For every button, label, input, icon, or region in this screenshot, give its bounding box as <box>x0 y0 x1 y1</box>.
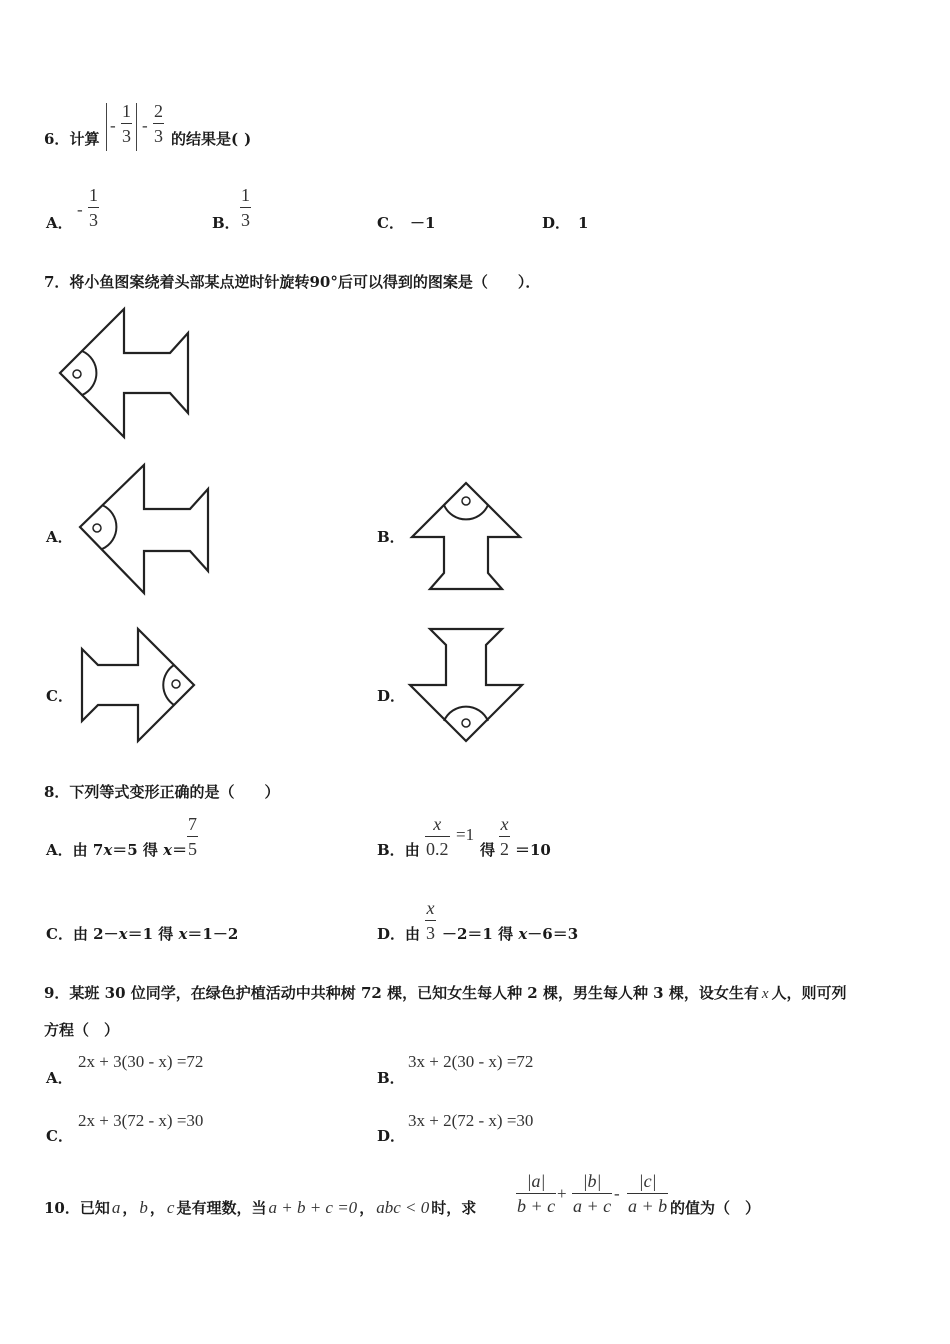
q10-fraction-1: |a| b + c <box>517 1171 556 1216</box>
q7-option-b-label[interactable]: B． <box>377 528 405 546</box>
q10-fraction-2: |b| a + c <box>573 1171 612 1216</box>
fish-option-b[interactable] <box>410 481 525 596</box>
q7-text: 7．将小鱼图案绕着头部某点逆时针旋转90°后可以得到的图案是（ ）． <box>44 273 541 291</box>
q9-option-a-label[interactable]: A． <box>46 1069 73 1087</box>
q8-option-d-fraction: x 3 <box>426 898 435 943</box>
abs-bar-right <box>136 103 137 151</box>
q8-option-a-fraction: 7 5 <box>188 814 197 859</box>
q9-option-d-equation: 3x + 2(72 - x) =30 <box>408 1111 534 1130</box>
q8-option-a[interactable]: A．由 7x＝5 得 x＝ <box>46 841 188 859</box>
fish-option-a[interactable] <box>78 463 218 598</box>
q7-option-c-label[interactable]: C． <box>46 687 73 705</box>
q10-minus: - <box>614 1184 620 1203</box>
q8-option-b-eq1: =1 <box>456 825 475 844</box>
q8-option-b-fraction-2: x 2 <box>500 814 509 859</box>
q6-minus-sign: - <box>110 116 116 135</box>
q6-option-b-label[interactable]: B． <box>212 214 240 232</box>
q8-option-b-mid: 得 <box>480 841 496 859</box>
q9-line2: 方程（ ） <box>44 1021 120 1039</box>
q8-option-d-rest: －2＝1 得 x－6＝3 <box>442 925 579 943</box>
fish-figure-original <box>56 307 196 442</box>
q10-end: 的值为（ ） <box>670 1199 761 1217</box>
q6-fraction-1: 1 3 <box>122 101 131 146</box>
q9-option-c-equation: 2x + 3(72 - x) =30 <box>78 1111 204 1130</box>
abs-bar-left <box>106 103 107 151</box>
q9-option-c-label[interactable]: C． <box>46 1127 73 1145</box>
q7-option-a-label[interactable]: A． <box>46 528 73 546</box>
q9-option-b-equation: 3x + 2(30 - x) =72 <box>408 1052 534 1071</box>
q8-option-c[interactable]: C．由 2－x＝1 得 x＝1－2 <box>46 925 239 943</box>
q8-option-b-label[interactable]: B．由 <box>377 841 420 859</box>
fish-option-c[interactable] <box>80 627 200 745</box>
q6-fraction-2: 2 3 <box>154 101 163 146</box>
q9-option-a-equation: 2x + 3(30 - x) =72 <box>78 1052 204 1071</box>
q7-option-d-label[interactable]: D． <box>377 687 406 705</box>
q10-text: 10．已知 a ， b ， c 是有理数，当 a + b + c =0 ， abc < 0 时，求 <box>44 1198 477 1217</box>
q9-option-b-label[interactable]: B． <box>377 1069 405 1087</box>
q6-number: 6．计算 <box>44 130 100 148</box>
q6-option-d[interactable]: D． 1 <box>542 214 589 232</box>
q6-option-a-label[interactable]: A． <box>46 214 73 232</box>
q6-option-c[interactable]: C． －1 <box>377 214 436 232</box>
q8-option-d-label[interactable]: D．由 <box>377 925 421 943</box>
q10-plus: + <box>557 1184 567 1203</box>
q6-suffix: 的结果是( ) <box>171 130 252 148</box>
q9-option-d-label[interactable]: D． <box>377 1127 406 1145</box>
q8-text: 8．下列等式变形正确的是（ ） <box>44 783 280 801</box>
q9-line1: 9．某班 30 位同学，在绿色护植活动中共种树 72 棵，已知女生每人种 2 棵，男生每人种 3 棵，设女生有 x 人，则可列 <box>44 984 847 1002</box>
q6-option-a-sign: - <box>77 200 83 219</box>
q6-option-a-fraction: 1 3 <box>89 185 98 230</box>
q6-option-b-fraction: 1 3 <box>241 185 250 230</box>
q6-minus-sign-2: - <box>142 116 148 135</box>
q8-option-b-fraction-1: x 0.2 <box>426 814 449 859</box>
q8-option-b-post: ＝10 <box>515 841 551 859</box>
q10-fraction-3: |c| a + b <box>628 1171 668 1216</box>
fish-option-d[interactable] <box>408 627 528 745</box>
